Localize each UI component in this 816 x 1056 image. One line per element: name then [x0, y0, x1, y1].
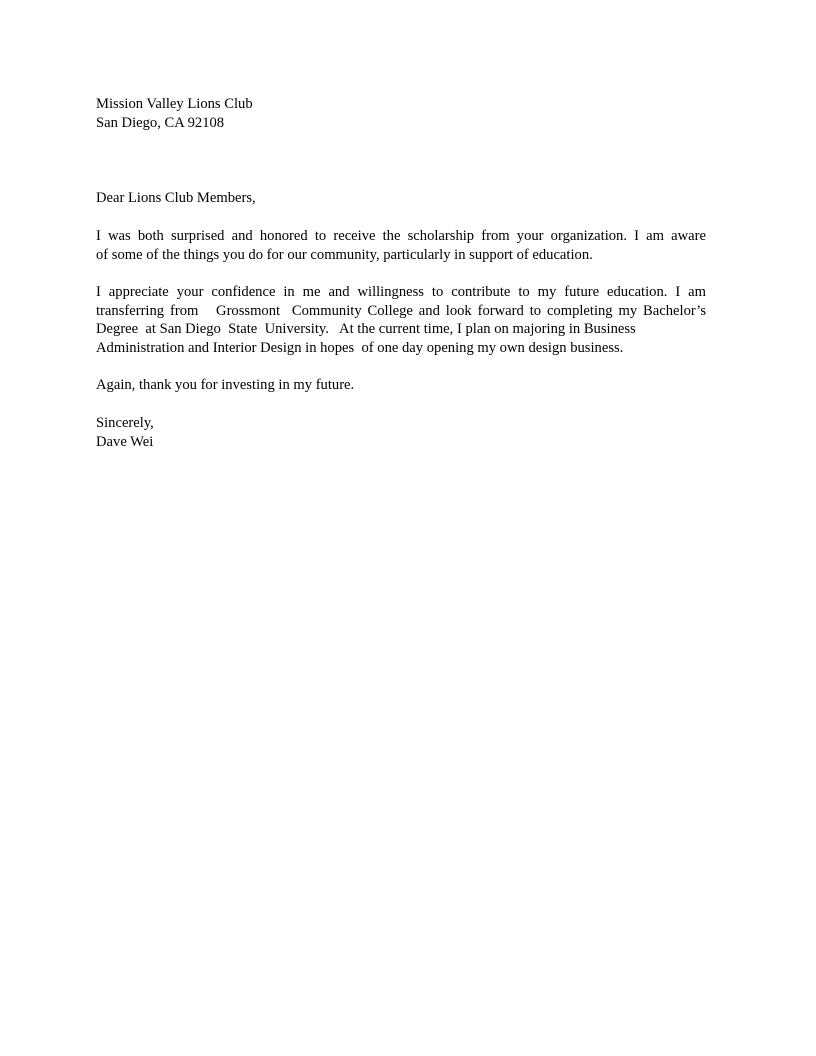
- paragraph-thanks: [96, 227, 706, 264]
- paragraph-line: Administration and Interior Design in hopes of one day opening my own design business.: [96, 340, 624, 357]
- paragraph-closing-thanks: [96, 376, 706, 395]
- salutation: [96, 189, 706, 208]
- signature-name: Dave Wei: [96, 433, 154, 450]
- paragraph-line: of some of the things you do for our community, particularly in support of education.: [96, 246, 593, 263]
- closing-phrase: Sincerely,: [96, 415, 154, 431]
- paragraph-line: Degree at San Diego State University. At the current time, I plan on majoring in Business: [96, 321, 636, 338]
- salutation-text: Dear Lions Club Members,: [96, 190, 256, 206]
- sender-city-state-zip: San Diego, CA 92108: [96, 114, 225, 131]
- sender-address: [96, 95, 706, 132]
- sign-off: [96, 414, 706, 451]
- paragraph-line: I was both surprised and honored to receive the scholarship from your organization. I am aware: [96, 228, 706, 244]
- paragraph-line: transferring from Grossmont Community College and look forward to completing my Bachelor’s: [96, 302, 706, 319]
- paragraph-line: I appreciate your confidence in me and willingness to contribute to my future education. I am: [96, 284, 706, 300]
- sender-organization: Mission Valley Lions Club: [96, 96, 253, 112]
- paragraph-line: Again, thank you for investing in my future.: [96, 377, 355, 393]
- paragraph-education-plans: [96, 283, 706, 358]
